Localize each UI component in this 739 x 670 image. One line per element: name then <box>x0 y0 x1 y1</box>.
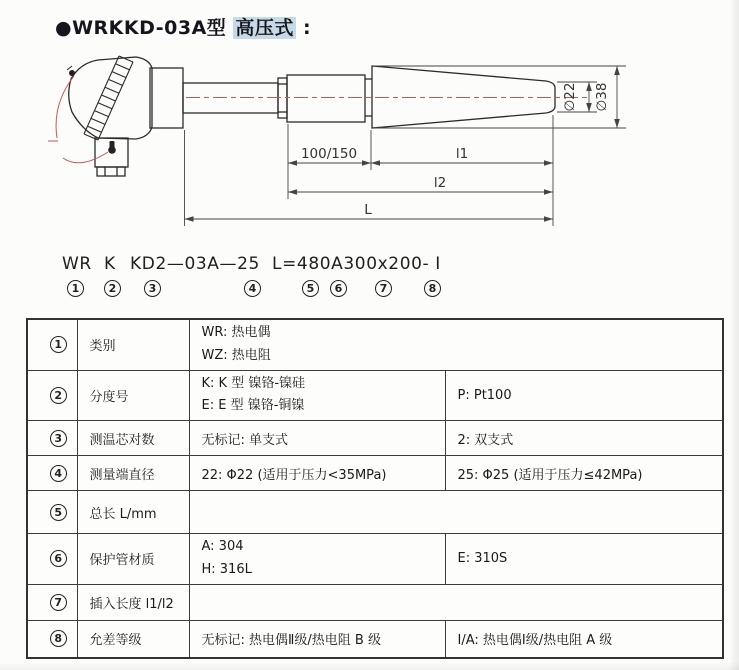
row-options: 22: Φ22 (适用于压力<35MPa) <box>189 456 445 491</box>
row-options <box>189 534 445 585</box>
head-boss <box>150 68 183 128</box>
table-row <box>27 370 723 421</box>
row-options <box>189 584 723 620</box>
page-title <box>55 13 311 40</box>
row-label: 允差等级 <box>77 620 189 658</box>
scan-bottom-edge <box>0 662 739 670</box>
technical-drawing <box>40 48 685 243</box>
option-line: WR: 热电偶 <box>201 325 271 340</box>
row-label: 类别 <box>77 319 189 370</box>
row-label: 测温芯对数 <box>77 421 189 456</box>
row-options: 无标记: 热电偶Ⅱ级/热电阻 B 级 <box>189 620 445 658</box>
code-seg-index: K <box>104 254 116 274</box>
row-number: 5 <box>50 504 67 521</box>
row-label: 插入长度 l1/l2 <box>77 584 189 620</box>
row-label: 分度号 <box>77 370 189 421</box>
code-mark-8: 8 <box>424 280 441 297</box>
title-model: WRKKD-03A型 <box>72 17 227 39</box>
title-highlight: 高压式 <box>235 17 294 39</box>
spec-table <box>26 318 724 659</box>
row-options-alt: 25: Φ25 (适用于压力≤42MPa) <box>445 456 723 491</box>
code-mark-4: 4 <box>244 280 261 297</box>
dim-l1-label: l1 <box>455 146 469 162</box>
row-number: 1 <box>50 336 67 353</box>
gland-cap <box>97 167 125 176</box>
row-label: 测量端直径 <box>77 456 189 491</box>
code-mark-7: 7 <box>375 280 392 297</box>
code-mark-2: 2 <box>104 280 121 297</box>
table-row <box>27 620 723 658</box>
dim-neck-label: 100/150 <box>300 146 358 162</box>
row-options-alt: P: Pt100 <box>445 370 723 421</box>
row-options-alt: 2: 双支式 <box>445 421 723 456</box>
row-number: 7 <box>50 594 67 611</box>
row-options-alt: E: 310S <box>445 534 723 585</box>
code-seg-type: WR <box>62 254 92 274</box>
cylinder-body <box>287 75 365 122</box>
row-options <box>189 370 445 421</box>
row-number: 6 <box>50 550 67 567</box>
dimension-lines <box>185 66 627 226</box>
dim-total-label: L <box>364 202 372 218</box>
dim-l2-label: l2 <box>433 175 447 191</box>
option-line: H: 316L <box>201 561 252 577</box>
row-number: 2 <box>50 387 67 404</box>
code-mark-5: 5 <box>302 280 319 297</box>
row-label: 保护管材质 <box>77 534 189 585</box>
table-row <box>27 534 723 585</box>
table-row <box>27 456 723 491</box>
row-number: 8 <box>50 630 67 647</box>
row-label: 总长 L/mm <box>77 491 189 534</box>
head-screw-icon <box>69 70 75 76</box>
table-row <box>27 319 723 370</box>
row-number: 4 <box>50 465 67 482</box>
head-body <box>69 57 152 139</box>
code-mark-3: 3 <box>144 280 161 297</box>
row-number: 3 <box>50 430 67 447</box>
option-line: WZ: 热电阻 <box>201 347 271 363</box>
row-options <box>189 491 723 534</box>
row-options-alt: Ⅰ/A: 热电偶Ⅰ级/热电阻 A 级 <box>445 620 723 658</box>
row-options: 无标记: 单支式 <box>189 421 445 456</box>
title-colon: : <box>295 17 312 39</box>
title-bullet-icon: ● <box>55 17 73 39</box>
dia-base-label: ∅38 <box>594 82 610 112</box>
table-row <box>27 584 723 620</box>
terminal-strip <box>84 56 133 140</box>
dia-tip-label: ∅22 <box>562 82 578 112</box>
option-line: E: E 型 镍铬-铜镍 <box>201 398 305 414</box>
row-options <box>189 319 723 370</box>
option-line: K: K 型 镍铬-镍硅 <box>201 375 306 391</box>
code-mark-1: 1 <box>67 280 84 297</box>
option-line: A: 304 <box>201 539 244 554</box>
code-seg-model: KD2—03A—25 <box>130 254 260 274</box>
table-row <box>27 491 723 534</box>
scan-page-edge <box>729 0 739 670</box>
code-seg-length: L=480A300x200- Ⅰ <box>272 254 441 274</box>
code-mark-6: 6 <box>330 280 347 297</box>
table-row <box>27 421 723 456</box>
